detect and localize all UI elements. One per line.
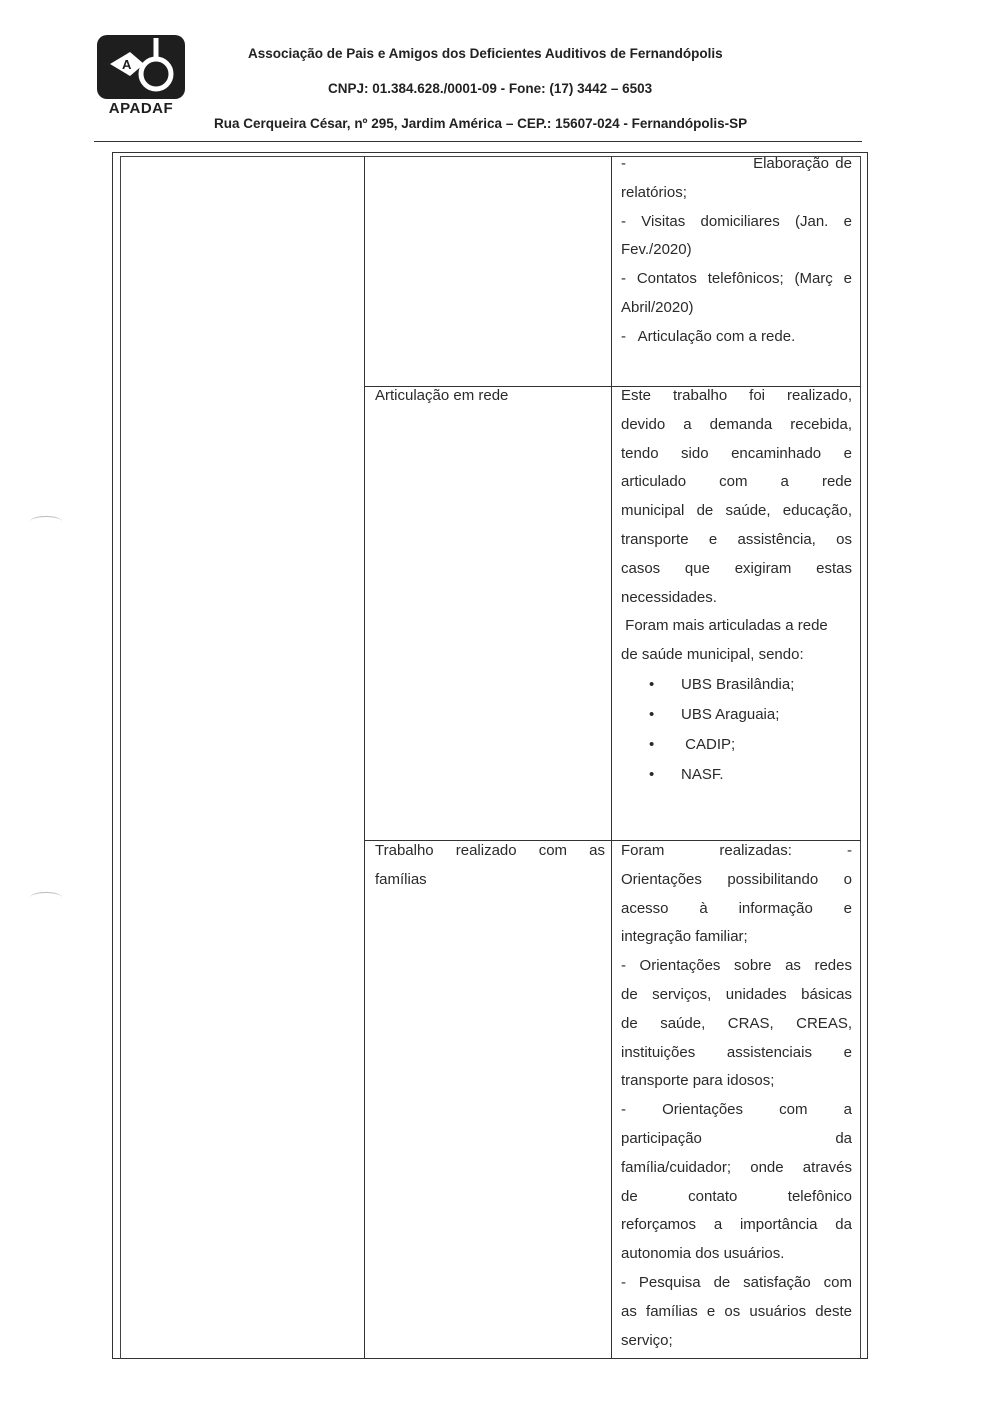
list-item: • CADIP; — [621, 730, 852, 760]
scan-mark — [30, 516, 62, 527]
activity-title: Trabalho realizado com as — [375, 842, 605, 859]
text-line: de serviços, unidades básicas — [621, 985, 852, 1003]
text-line: de saúde, CRAS, CREAS, — [621, 1014, 852, 1032]
text-line: - Contatos telefônicos; (Març e — [621, 270, 852, 288]
text-line: acesso à informação e — [621, 899, 852, 917]
text-line: Foram realizadas: - — [621, 842, 852, 859]
text-line: transporte e assistência, os — [621, 530, 852, 548]
text-line: Abril/2020) — [621, 298, 694, 316]
activity-title: Articulação em rede — [375, 387, 509, 404]
text-line: - Articulação com a rede. — [621, 327, 796, 345]
text-line: reforçamos a importância da — [621, 1216, 852, 1234]
text-line: devido a demanda recebida, — [621, 415, 852, 433]
table-border — [120, 156, 121, 1359]
text-line: as famílias e os usuários deste — [621, 1302, 852, 1320]
svg-text:A: A — [122, 57, 132, 72]
contact-line: CNPJ: 01.384.628./0001-09 - Fone: (17) 3442 – 6503 — [328, 81, 653, 96]
list-item: • UBS Brasilândia; — [621, 670, 852, 700]
text-line: transporte para idosos; — [621, 1072, 775, 1090]
text-line: - Pesquisa de satisfação com — [621, 1273, 852, 1291]
text-line: necessidades. — [621, 588, 717, 606]
text-line: de saúde municipal, sendo: — [621, 646, 804, 664]
header-divider — [94, 141, 862, 142]
row1-description — [621, 150, 852, 352]
text-line: serviço; — [621, 1331, 673, 1349]
text-line: participação da — [621, 1129, 852, 1147]
text-line: municipal de saúde, educação, — [621, 502, 852, 520]
text-line: casos que exigiram estas — [621, 559, 852, 577]
text-line: - Orientações com a — [621, 1101, 852, 1119]
text-line: Fev./2020) — [621, 241, 692, 259]
row2-activity — [375, 382, 605, 411]
text-line: Orientações possibilitando o — [621, 870, 852, 888]
row3-activity — [375, 837, 605, 895]
list-item: • UBS Araguaia; — [621, 700, 852, 730]
activity-title: famílias — [375, 870, 427, 888]
text-line: família/cuidador; onde através — [621, 1158, 852, 1176]
row2-description — [621, 382, 852, 790]
text-line: de contato telefônico — [621, 1187, 852, 1205]
text-line: - Elaboração de — [621, 155, 852, 172]
table-border — [860, 156, 861, 1359]
health-network-list — [621, 670, 852, 790]
text-line: autonomia dos usuários. — [621, 1245, 785, 1263]
text-line: Foram mais articuladas a rede — [621, 617, 828, 635]
row3-description — [621, 837, 852, 1355]
organization-name: Associação de Pais e Amigos dos Deficientes Auditivos de Fernandópolis — [248, 46, 723, 61]
list-item: • NASF. — [621, 760, 852, 790]
text-line: integração familiar; — [621, 928, 748, 946]
text-line: - Orientações sobre as redes — [621, 957, 852, 975]
address-line: Rua Cerqueira César, nº 295, Jardim América – CEP.: 15607-024 - Fernandópolis-SP — [214, 116, 748, 131]
column-divider — [364, 156, 365, 1359]
logo-text: APADAF — [108, 100, 174, 117]
text-line: - Visitas domiciliares (Jan. e — [621, 212, 852, 230]
text-line: articulado com a rede — [621, 473, 852, 491]
scan-mark — [30, 892, 62, 903]
text-line: Este trabalho foi realizado, — [621, 387, 852, 404]
column-divider — [611, 156, 612, 1359]
text-line: instituições assistenciais e — [621, 1043, 852, 1061]
text-line: relatórios; — [621, 183, 687, 201]
text-line: tendo sido encaminhado e — [621, 444, 852, 462]
